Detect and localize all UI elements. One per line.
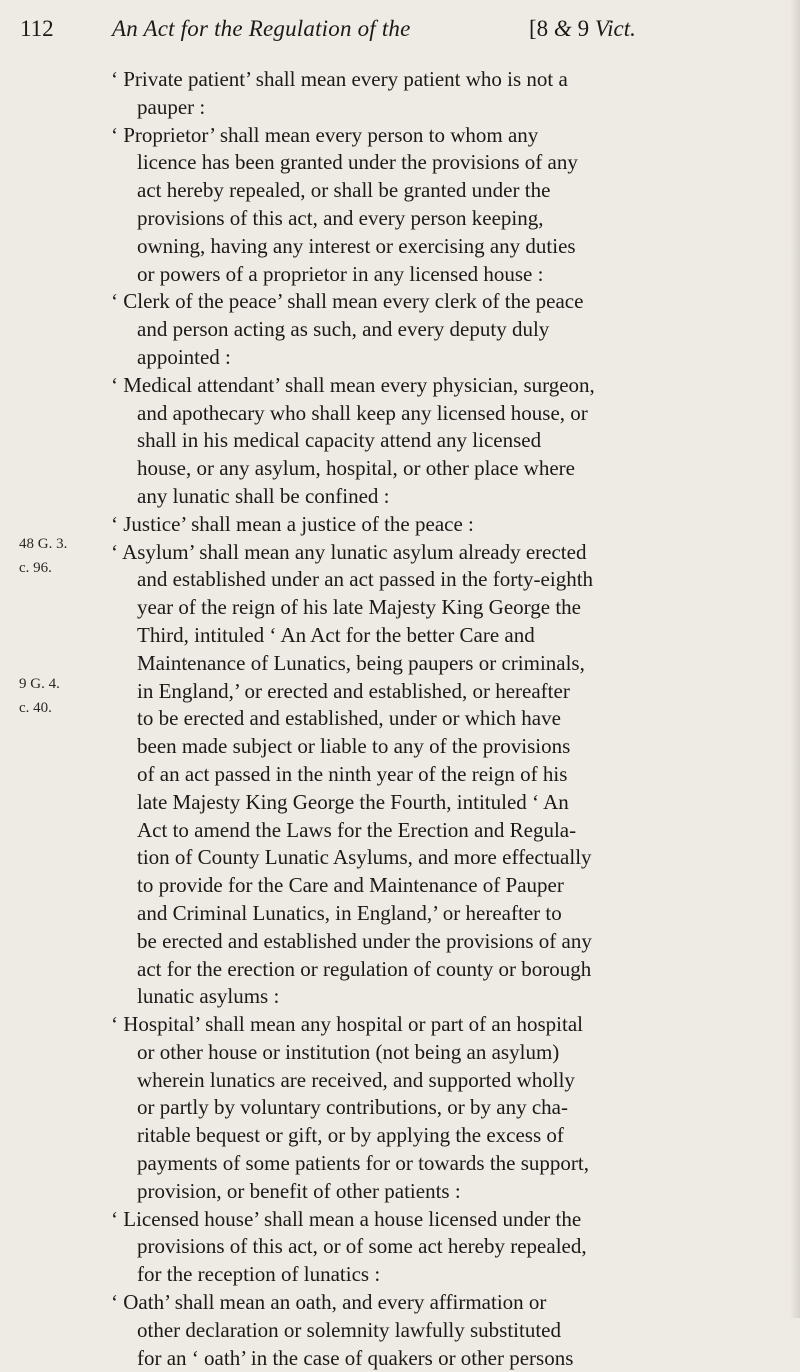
page-header xyxy=(20,14,785,50)
text-line: and Criminal Lunatics, in England,’ or hereafter to xyxy=(137,900,562,925)
text-line: ‘ Hospital’ shall mean any hospital or part of an hospital xyxy=(111,1012,583,1037)
text-line: for the reception of lunatics : xyxy=(137,1262,381,1287)
text-line: Third, intituled ‘ An Act for the better Care and xyxy=(137,622,535,647)
text-line: or partly by voluntary contributions, or by any cha- xyxy=(137,1095,568,1120)
text-line: and apothecary who shall keep any licensed house, or xyxy=(137,400,588,425)
page-number: 112 xyxy=(20,16,54,41)
text-line: year of the reign of his late Majesty King George the xyxy=(137,595,581,620)
running-title: An Act for the Regulation of the xyxy=(112,16,411,41)
text-line: provisions of this act, and every person keeping, xyxy=(137,205,544,230)
text-line: any lunatic shall be confined : xyxy=(137,483,390,508)
regnal-ampersand: & xyxy=(553,16,572,41)
text-line: of an act passed in the ninth year of the reign of his xyxy=(137,761,568,786)
text-line: been made subject or liable to any of the provisions xyxy=(137,734,571,759)
text-line: ‘ Proprietor’ shall mean every person to whom any xyxy=(111,122,539,147)
text-line: to provide for the Care and Maintenance of Pauper xyxy=(137,873,564,898)
text-line: owning, having any interest or exercising any duties xyxy=(137,233,576,258)
regnal-number: 9 xyxy=(571,16,595,41)
text-line: tion of County Lunatic Asylums, and more effectually xyxy=(137,845,592,870)
margin-note-chapter: c. 40. xyxy=(19,700,52,716)
text-line: ‘ Private patient’ shall mean every patient who is not a xyxy=(111,67,568,91)
margin-note-statute: 48 G. 3. xyxy=(19,536,68,552)
text-line: for an ‘ oath’ in the case of quakers or other persons xyxy=(137,1345,574,1370)
text-line: ‘ Medical attendant’ shall mean every physician, surgeon, xyxy=(111,372,595,397)
text-line: wherein lunatics are received, and supported wholly xyxy=(137,1067,575,1092)
text-line: be erected and established under the provisions of any xyxy=(137,928,592,953)
text-line: payments of some patients for or towards the support, xyxy=(137,1151,589,1176)
text-line: and person acting as such, and every deputy duly xyxy=(137,317,550,342)
text-line: licence has been granted under the provisions of any xyxy=(137,150,578,175)
text-line: provision, or benefit of other patients : xyxy=(137,1178,461,1203)
text-line: to be erected and established, under or which have xyxy=(137,706,561,731)
margin-note-statute: 9 G. 4. xyxy=(19,676,60,692)
text-line: ritable bequest or gift, or by applying the excess of xyxy=(137,1123,564,1148)
text-line: late Majesty King George the Fourth, intituled ‘ An xyxy=(137,789,569,814)
text-line: act for the erection or regulation of county or borough xyxy=(137,956,592,981)
text-line: ‘ Licensed house’ shall mean a house licensed under the xyxy=(111,1206,582,1231)
text-line: or powers of a proprietor in any licensed house : xyxy=(137,261,544,286)
regnal-sovereign: Vict. xyxy=(594,16,636,41)
text-line: and established under an act passed in the forty-eighth xyxy=(137,567,594,592)
text-line: Maintenance of Lunatics, being paupers or criminals, xyxy=(137,650,585,675)
margin-note xyxy=(19,672,60,720)
page-edge-shadow xyxy=(790,0,800,1318)
margin-note xyxy=(19,532,67,580)
text-line: lunatic asylums : xyxy=(137,984,280,1009)
text-line: in England,’ or erected and established, or hereafter xyxy=(137,678,570,703)
text-line: pauper : xyxy=(137,94,206,119)
margin-note-chapter: c. 96. xyxy=(19,560,52,576)
regnal-year xyxy=(529,16,636,42)
text-line: act hereby repealed, or shall be granted under the xyxy=(137,178,551,203)
text-line: house, or any asylum, hospital, or other place where xyxy=(137,456,575,481)
text-line: Act to amend the Laws for the Erection and Regula- xyxy=(137,817,577,842)
text-line: other declaration or solemnity lawfully substituted xyxy=(137,1317,561,1342)
text-line: ‘ Clerk of the peace’ shall mean every clerk of the peace xyxy=(111,289,584,314)
text-line: or other house or institution (not being an asylum) xyxy=(137,1039,560,1064)
text-line: ‘ Oath’ shall mean an oath, and every affirmation or xyxy=(111,1290,547,1315)
text-line: ‘ Asylum’ shall mean any lunatic asylum already erected xyxy=(111,539,587,564)
body-text xyxy=(111,66,751,1372)
text-line: appointed : xyxy=(137,344,231,369)
text-line: ‘ Justice’ shall mean a justice of the peace : xyxy=(111,511,474,536)
text-line: provisions of this act, or of some act hereby repealed, xyxy=(137,1234,587,1259)
regnal-open: [8 xyxy=(529,16,554,41)
text-line: shall in his medical capacity attend any licensed xyxy=(137,428,542,453)
